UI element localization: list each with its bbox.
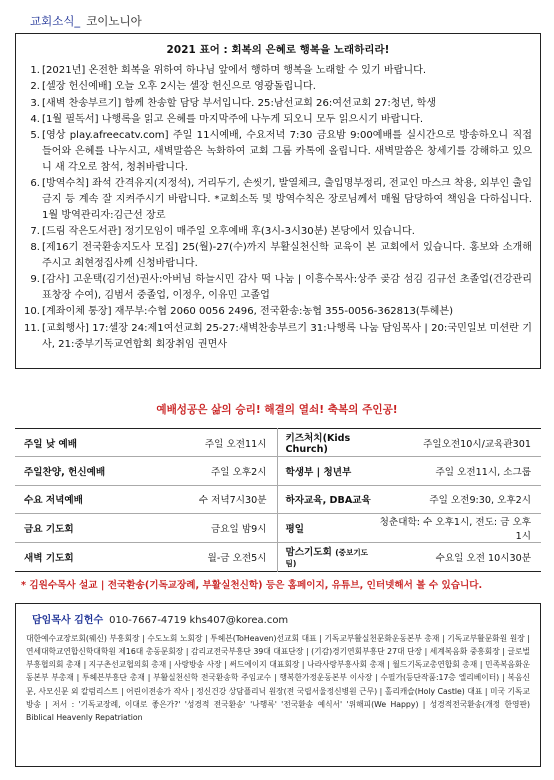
annual-motto: 2021 표어 : 회복의 은혜로 행복을 노래하리라! <box>166 44 390 56</box>
table-row <box>15 514 541 543</box>
news-item <box>16 224 540 240</box>
service-name <box>277 457 377 485</box>
section-subtitle: 코이노니아 <box>86 14 142 28</box>
service-name-text: 키즈처치(Kids Church) <box>285 433 351 456</box>
service-time: 금요일 밤9시 <box>125 514 277 543</box>
table-row <box>15 457 541 485</box>
service-time: 주일 오전11시 <box>125 429 277 457</box>
service-time: 주일 오전9:30, 오후2시 <box>377 485 541 513</box>
pastor-contact: 010-7667-4719 khs407@korea.com <box>109 615 289 626</box>
service-time: 월-금 오전5시 <box>125 543 277 571</box>
news-item-text: [영상 play.afreecatv.com] 주일 11시예배, 수요저녁 7:30 금요밤 9:00예배를 실시간으로 방송하오니 직접 들어와 은혜를 나누시고, 새벽말씀은 녹화하여 교회 그룹 카톡에 올립니다. 새벽말씀은 창세기를 강해하고 있으니 새 각오로 참석, 청취바랍니다. <box>42 130 532 173</box>
news-item <box>16 112 540 128</box>
news-item-number: 1. <box>30 65 40 76</box>
service-time: 주일 오후2시 <box>125 457 277 485</box>
service-time: 청춘대학: 수 오후1시, 전도: 금 오후1시 <box>377 514 541 543</box>
news-item-text: [2021년] 온전한 회복을 위하여 하나님 앞에서 행하며 행복을 노래할 수 있기 바랍니다. <box>42 65 427 76</box>
news-item-text: [방역수칙] 좌석 간격유지(지정석), 거리두기, 손씻기, 발열체크, 출입명부정리, 전교인 마스크 착용, 외부인 출입금지 등 계속 잘 지켜주시기 바랍니다. *교회소독 및 방역수칙은 장로님께서 매월 담당하여 책임을 다하십니다. 1월 방역관리자:김근선 장로 <box>42 178 532 221</box>
service-name-text: 맘스기도회 <box>285 547 332 559</box>
worship-slogan: 예배성공은 삶의 승리! 해결의 열쇠! 축복의 주인공! <box>156 404 398 416</box>
news-item-number: 6. <box>30 178 40 190</box>
news-item <box>16 304 540 320</box>
service-name-text: 평일 <box>285 524 305 536</box>
service-name <box>277 543 377 571</box>
service-name: 주일 낮 예배 <box>15 429 125 457</box>
service-name-text: 학생부 | 청년부 <box>285 467 352 479</box>
news-item-number: 4. <box>30 113 40 125</box>
pastor-contact-line <box>32 611 530 626</box>
news-item-text: [새벽 찬송부르기] 함께 찬송할 담당 부서입니다. 25:남선교회 26:여선교회 27:청년, 학생 <box>42 97 437 109</box>
news-item-text: [교회행사] 17:셀장 24:제1여선교회 25-27:새벽찬송부르기 31:나행록 나눔 담임목사 | 20:국민일보 미션란 기사, 21:중부기독교연합회 회장취임 권면사 <box>42 322 532 350</box>
news-item-number: 3. <box>30 97 40 109</box>
news-list <box>16 63 540 352</box>
worship-schedule-table <box>15 428 541 572</box>
church-news-box <box>15 33 541 369</box>
service-name <box>277 429 377 457</box>
service-time: 수 저녁7시30분 <box>125 485 277 513</box>
table-row <box>15 543 541 571</box>
news-item-number: 7. <box>30 225 40 237</box>
news-item-number: 11. <box>23 322 40 334</box>
news-item-text: [감사] 고운택(김기선)권사:아버님 하늘시민 감사 떡 나눔 | 이흥수목사:상주 곶감 섬김 김규선 초졸업(건강관리 표창장 수여), 김범서 중졸업, 이정우, 이유민 고졸업 <box>42 274 532 302</box>
news-item <box>16 128 540 175</box>
news-item <box>16 176 540 223</box>
service-name: 수요 저녁예배 <box>15 485 125 513</box>
pastor-bio: 대한예수교장로회(웨신) 부흥회장 | 수도노회 노회장 | 투헤븐(ToHeaven)선교회 대표 | 기독교부활실천문화운동본부 총재 | 기독교부활문화원 원장 | 연세대학교연합신학대학원 제16대 총동문회장 | 감리교전국부흥단 39대 대표단장 | (기감)경기연회부흥단 27대 단장 | 세계복음화 중흥회장 | 글로벌부흥협의회 총재 | 지구촌선교협의회 총재 | 사랑방송 사장 | 써드에이지 대표회장 | 나라사랑부흥사회 총재 | 월드기독교총연합회 총재 | 민족복음화운동본부 부총재 | 투헤븐부흥단 총재 | 부활실천신학 전국환송학 주임교수 | 행복한가정운동본부 이사장 | 수필가(등단작품:17층 엘리베이터) | 복음신문, 사모신문 외 칼럼리스트 | 어린이전송가 작사 | 정신건강 상담플리닉 원장(전 국립서울정신병원 근무) | 홀리캐슬(Holy Castle) 대표 | 미국 기독교방송 | 저서 : '기독교장례, 이대로 좋은가?' '성경적 전국환송' '나행록' '전국환송 예식서' '위해피(We Happy) | 성경적전국환송(개정 한영판) Biblical Heavenly Repatriation <box>26 634 530 722</box>
news-item <box>16 79 540 95</box>
news-item-number: 2. <box>30 81 40 93</box>
service-name: 금요 기도회 <box>15 514 125 543</box>
section-title-label: 교회소식_ <box>30 14 81 28</box>
news-item-number: 5. <box>30 130 40 142</box>
service-time: 주일오전10시/교육관301 <box>377 429 541 457</box>
service-time: 주일 오전11시, 소그룹 <box>377 457 541 485</box>
service-name <box>277 485 377 513</box>
news-item <box>16 96 540 112</box>
news-item <box>16 321 540 353</box>
news-item-text: [계좌이체 통장] 재무부:수협 2060 0056 2496, 전국환송:농협 355-0056-362813(투헤븐) <box>42 306 454 318</box>
service-name-note: (중보기도팀) <box>285 548 368 569</box>
table-row <box>15 429 541 457</box>
news-item-number: 9. <box>30 274 40 286</box>
news-item <box>16 272 540 304</box>
service-name: 주일찬양, 헌신예배 <box>15 457 125 485</box>
news-item-number: 8. <box>30 242 40 254</box>
pastor-profile-box <box>15 603 541 767</box>
service-time: 수요일 오전 10시30분 <box>435 552 531 564</box>
service-name-text: 하자교육, DBA교육 <box>285 495 371 507</box>
news-item-number: 10. <box>23 306 40 318</box>
news-item-text: [드림 작은도서관] 정기모임이 매주일 오후예배 후(3시-3시30분) 본당에서 있습니다. <box>42 225 416 237</box>
sermon-notice: * 김원수목사 설교 | 전국환송(기독교장례, 부활실천신학) 등은 홈페이지, 유튜브, 인터넷해서 볼 수 있습니다. <box>21 580 483 591</box>
service-name <box>277 514 377 543</box>
table-row <box>15 485 541 513</box>
service-name: 새벽 기도회 <box>24 552 74 564</box>
pastor-name: 담임목사 김헌수 <box>32 615 104 626</box>
news-item-text: [셀장 헌신예배] 오늘 오후 2시는 셀장 헌신으로 영광돌립니다. <box>42 81 316 93</box>
news-item <box>16 63 540 79</box>
section-title <box>30 13 142 29</box>
news-item-text: [제16기 전국환송지도사 모집] 25(월)-27(수)까지 부활실천신학 교육이 본 교회에서 있습니다. 홍보와 소개해 주시고 최현정집사께 신청바랍니다. <box>42 242 532 270</box>
news-item-text: [1월 필독서] 나행록을 읽고 은혜를 마지막주에 나누게 되오니 모두 읽으시기 바랍니다. <box>42 113 424 125</box>
news-item <box>16 240 540 272</box>
